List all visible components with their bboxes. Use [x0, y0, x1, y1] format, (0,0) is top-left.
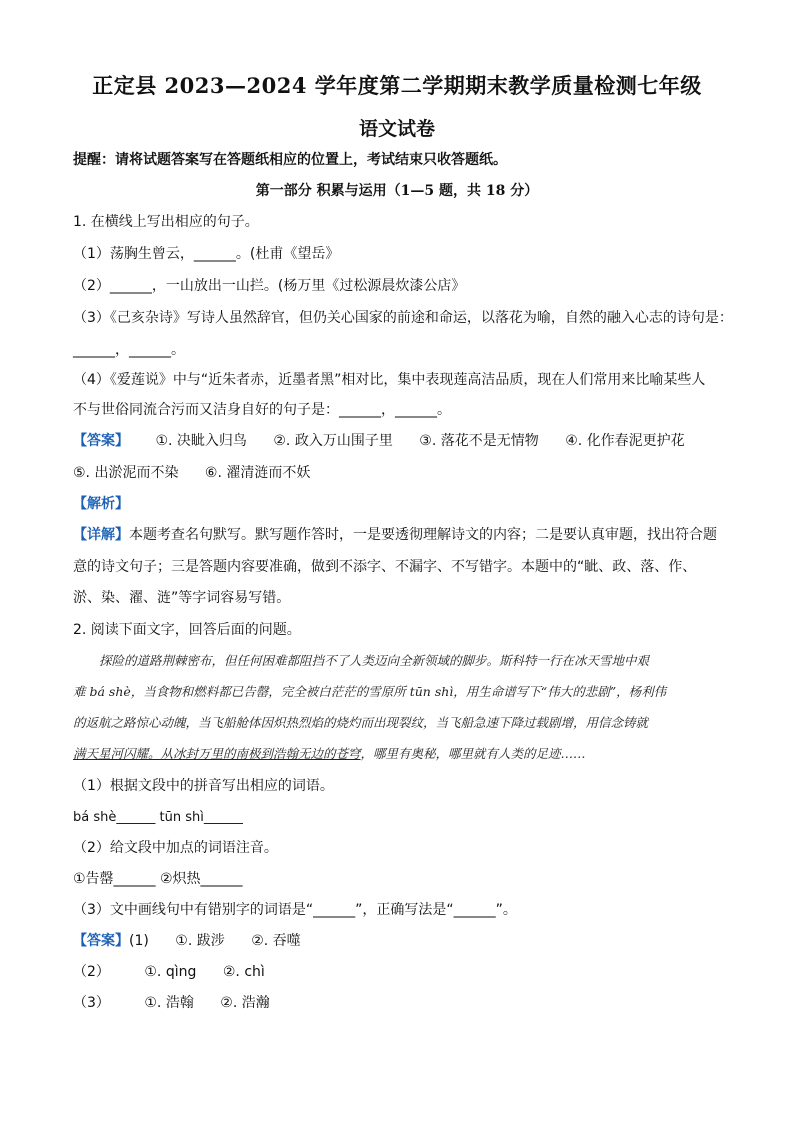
q2-annotation-blanks: ①告罄______ ②炽热______ [73, 871, 243, 887]
passage-line: 难 bá shè，当食物和燃料都已告罄，完全被白茫茫的雪原所 tūn shì，用生命谱写下“伟大的悲剧”，杨利伟 [73, 684, 667, 699]
detail-tag: 【详解】 [73, 527, 129, 543]
q2-sub3: （3）文中画线句中有错别字的词语是“______”，正确写法是“______”。 [73, 902, 517, 918]
q2-sub1: （1）根据文段中的拼音写出相应的词语。 [73, 778, 334, 794]
exam-subtitle: 语文试卷 [358, 118, 435, 140]
answer-item: ①. 跋涉 [175, 933, 225, 949]
reminder-text: 提醒：请将试题答案写在答题纸相应的位置上，考试结束只收答题纸。 [73, 152, 507, 168]
answer-item: ⑥. 濯清涟而不妖 [204, 465, 311, 481]
q1-sub1: （1）荡胸生曾云，______。(杜甫《望岳》 [73, 246, 340, 262]
answer-item: ④. 化作春泥更护花 [565, 433, 685, 449]
q2-passage [73, 651, 723, 775]
answer-item: ①. 决眦入归鸟 [155, 433, 247, 449]
q1-detail-line2: 意的诗文句子；三是答题内容要准确，做到不添字、不漏字、不写错字。本题中的“眦、政、落、作、 [73, 559, 697, 575]
answer-tag: 【答案】 [73, 433, 129, 449]
q2-sub2: （2）给文段中加点的词语注音。 [73, 840, 278, 856]
q1-stem: 1. 在横线上写出相应的句子。 [73, 214, 259, 230]
answer-item: ⑤. 出淤泥而不染 [73, 465, 179, 481]
answer-item: ①. 浩翰 [144, 995, 194, 1011]
q2-answer-row1: 【答案】(1) ①. 跋涉 ②. 吞噬 [73, 933, 301, 949]
q1-sub3-line1: （3）《己亥杂诗》写诗人虽然辞官，但仍关心国家的前途和命运，以落花为喻，自然的融入心志的诗句是： [73, 310, 733, 326]
q1-answer-row1 [73, 431, 685, 451]
q1-sub4-line1: （4）《爱莲说》中与“近朱者赤，近墨者黑”相对比，集中表现莲高洁品质，现在人们常用来比喻某些人 [73, 372, 706, 388]
q1-sub2: （2）______，一山放出一山拦。(杨万里《过松源晨炊漆公店》 [73, 278, 466, 294]
q2-answer-row3: （3） ①. 浩翰 ②. 浩瀚 [73, 995, 270, 1011]
answer-item: ②. chì [222, 964, 265, 980]
q2-answer-row2: （2） ①. qìng ②. chì [73, 964, 265, 980]
exam-title: 正定县 2023—2024 学年度第二学期期末教学质量检测七年级 [92, 73, 702, 98]
q1-answer-row2 [73, 463, 310, 483]
passage-line: 探险的道路荆棘密布，但任何困难都阻挡不了人类迈向全新领域的脚步。斯科特一行在冰天雪地中艰 [99, 653, 650, 668]
q1-sub3-line2: ______，______。 [73, 342, 185, 358]
q1-detail-line1: 【详解】本题考查名句默写。默写题作答时，一是要透彻理解诗文的内容；二是要认真审题，找出符合题 [73, 527, 717, 543]
passage-line: 满天星河闪耀。从冰封万里的南极到浩翰无边的苍穹，哪里有奥秘，哪里就有人类的足迹…… [73, 746, 586, 761]
answer-item: ①. qìng [144, 964, 197, 980]
section-heading: 第一部分 积累与运用（1—5 题，共 18 分） [255, 183, 539, 199]
q1-sub4-line2: 不与世俗同流合污而又洁身自好的句子是：______，______。 [73, 402, 451, 418]
q2-stem: 2. 阅读下面文字，回答后面的问题。 [73, 622, 301, 638]
answer-item: ②. 吞噬 [251, 933, 301, 949]
underlined-sentence: 满天星河闪耀。从冰封万里的南极到浩翰无边的苍穹 [73, 746, 361, 761]
answer-item: ③. 落花不是无情物 [419, 433, 539, 449]
q2-pinyin-blanks: bá shè______ tūn shì______ [73, 810, 243, 825]
answer-item: ②. 浩瀚 [220, 995, 270, 1011]
answer-tag: 【答案】 [73, 933, 129, 949]
q1-detail-line3: 淤、染、濯、涟”等字词容易写错。 [73, 590, 291, 606]
analysis-tag: 【解析】 [73, 496, 129, 512]
answer-item: ②. 政入万山围子里 [273, 433, 393, 449]
passage-line: 的返航之路惊心动魄，当飞船舱体因炽热烈焰的烧灼而出现裂纹，当飞船急速下降过载剧增，用信念铸就 [73, 715, 649, 730]
